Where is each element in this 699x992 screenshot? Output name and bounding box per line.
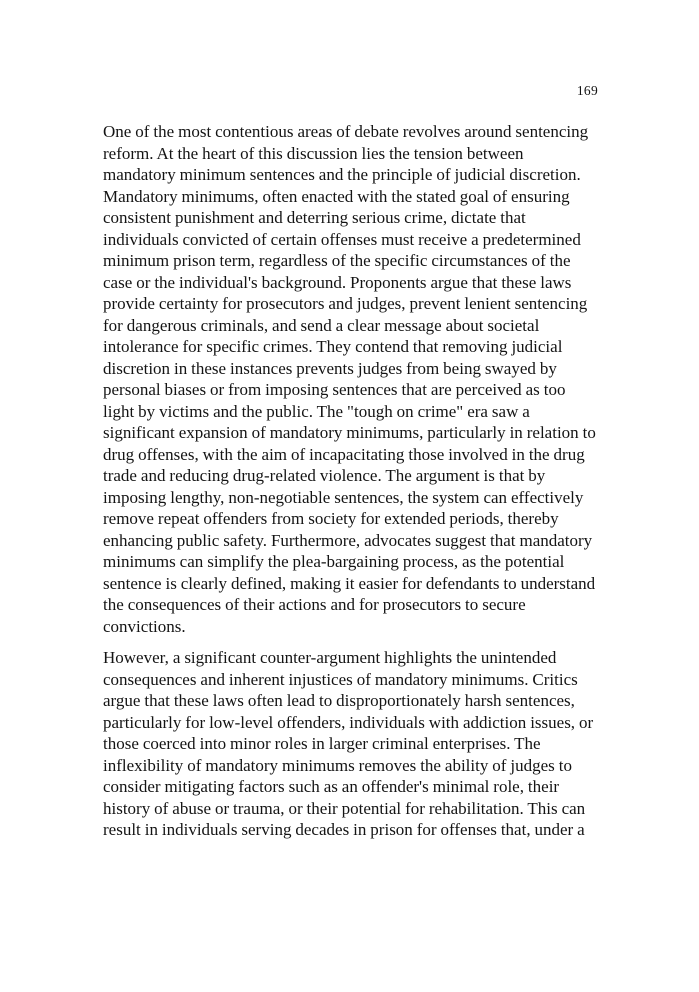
body-paragraph: However, a significant counter-argument highlights the unintended consequences and inherent injustices of mandatory minimums. Critics argue that these laws often lead to disproportionately harsh sentences, particularly for low-level offenders, individuals with addiction issues, or those coerced into minor roles in larger criminal enterprises. The inflexibility of mandatory minimums removes the ability of judges to consider mitigating factors such as an offender's minimal role, their history of abuse or trauma, or their potential for rehabilitation. This can result in individuals serving decades in prison for offenses that, under a (103, 648, 594, 839)
body-paragraph: One of the most contentious areas of debate revolves around sentencing reform. At the heart of this discussion lies the tension between mandatory minimum sentences and the principle of judicial discretion. Mandatory minimums, often enacted with the stated goal of ensuring consistent punishment and deterring serious crime, dictate that individuals convicted of certain offenses must receive a predetermined minimum prison term, regardless of the specific circumstances of the case or the individual's background. Proponents argue that these laws provide certainty for prosecutors and judges, prevent lenient sentencing for dangerous criminals, and send a clear message about societal intolerance for specific crimes. They contend that removing judicial discretion in these instances prevents judges from being swayed by personal biases or from imposing sentences that are perceived as too light by victims and the public. The "tough on crime" era saw a significant expansion of mandatory minimums, particularly in relation to drug offenses, with the aim of incapacitating those involved in the drug trade and reducing drug-related violence. The argument is that by imposing lengthy, non-negotiable sentences, the system can effectively remove repeat offenders from society for extended periods, thereby enhancing public safety. Furthermore, advocates suggest that mandatory minimums can simplify the plea-bargaining process, as the potential sentence is clearly defined, making it easier for defendants to understand the consequences of their actions and for prosecutors to secure convictions. (103, 122, 596, 636)
page-number: 169 (576, 83, 598, 98)
page-body-text (103, 121, 600, 851)
